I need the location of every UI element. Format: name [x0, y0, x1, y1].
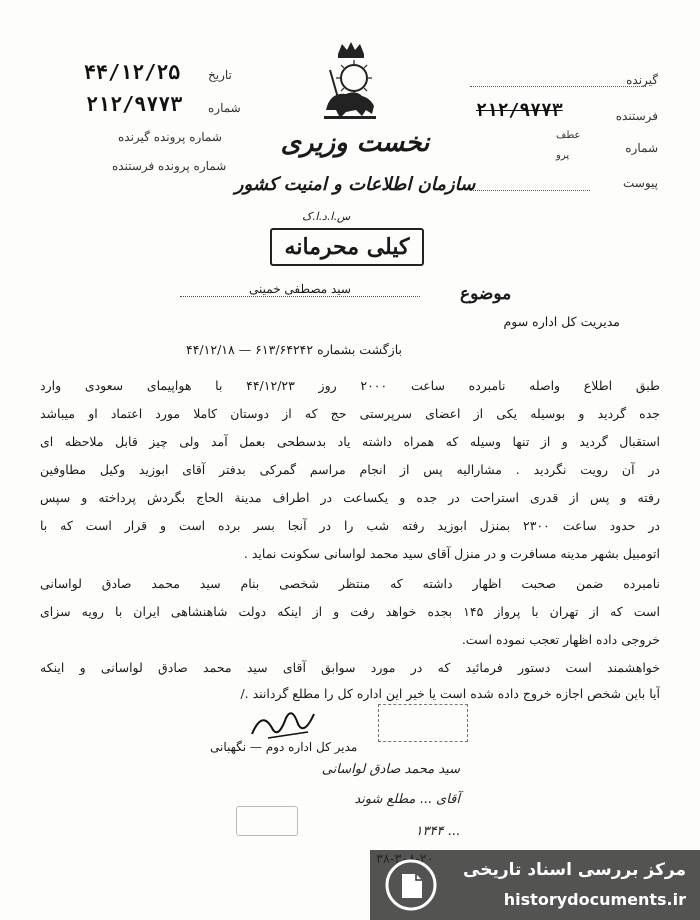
- body-line: در حدود ساعت ۲۳۰۰ بمنزل ابوزید رفته شب را در آنجا بسر برده است و قرار است که با: [40, 518, 660, 533]
- organization-title: سازمان اطلاعات و امنیت کشور: [234, 174, 476, 195]
- watermark-banner: [370, 850, 700, 920]
- watermark-url: historydocuments.ir: [503, 890, 686, 909]
- attachment-label: پیوست: [623, 176, 658, 190]
- sender-value: ۲۱۲/۹۷۷۳: [476, 100, 563, 121]
- body-line: اتومبیل بشهر مدینه مسافرت و در منزل آقای سید محمد لواسانی سکونت نماید .: [243, 546, 660, 561]
- handwritten-note: ... ۱۳۴۴: [415, 824, 460, 839]
- body-line: جده گردید و بوسیله یکی از اعضای سرپرستی حج که از دوستان کاملا مورد اعتماد او میباشد: [40, 406, 660, 421]
- archive-logo-icon: [384, 858, 438, 916]
- body-line: خروجی داده اظهار تعجب نموده است.: [461, 632, 660, 647]
- sender-file-label: شماره پرونده فرستنده: [112, 159, 227, 173]
- sender-label: فرستنده: [615, 109, 658, 123]
- lion-sun-emblem-icon: [316, 40, 386, 122]
- date-label: تاریخ: [208, 68, 232, 82]
- addressee: مدیریت کل اداره سوم: [503, 314, 620, 329]
- body-line: است که از تهران با پرواز ۱۴۵ بجده خواهد رفت و از اینکه دولت شاهنشاهی ایران با رویه سزای: [40, 604, 660, 619]
- received-stamp: [378, 704, 468, 742]
- body-line: رفته و پس از قدری استراحت در جده و یکساعت در اطراف مدینة الحاج بگردش پرداخته و سپس: [40, 490, 660, 505]
- handwritten-note: آقای ... مطلع شوند: [354, 792, 460, 807]
- classification-stamp: کیلی محرمانه: [270, 228, 424, 266]
- recipient-file-label: شماره پرونده گیرنده: [118, 130, 222, 144]
- body-line: استقبال گردید و از تنها وسیله که همراه داشته یاد بدسطحی بعمل آمد ولی چیز قابل ملاحظه ای: [40, 434, 660, 449]
- body-line: در آن رویت نگردید . مشارالیه پس از انجام مراسم گمرکی بدفتر آقای ابوزید وکیل مطاوفین: [40, 462, 660, 477]
- right-number-label: شماره: [625, 141, 658, 155]
- body-line: نامبرده ضمن صحبت اظهار داشته که منتظر شخصی بنام سید محمد صادق لواسانی: [40, 576, 660, 591]
- body-line: طبق اطلاع واصله نامبرده ساعت ۲۰۰۰ روز ۴۴/۱۲/۲۳ با هواپیمای سعودی وارد: [40, 378, 660, 393]
- recipient-label: گیرنده: [626, 73, 658, 87]
- date-value: ۴۴/۱۲/۲۵: [84, 60, 181, 84]
- reference-line: بازگشت بشماره ۶۱۳/۶۴۲۴۲ — ۴۴/۱۲/۱۸: [186, 342, 403, 357]
- watermark-title: مرکز بررسی اسناد تاریخی: [463, 860, 686, 880]
- attachment-line: [470, 190, 590, 191]
- subject-label: موضوع: [460, 284, 512, 304]
- number-label: شماره: [208, 101, 241, 115]
- body-line: آیا باین شخص اجازه خروج داده شده است یا خیر این اداره کل را مطلع گردانند ./: [240, 686, 660, 701]
- handwritten-note: سید محمد صادق لواسانی: [321, 762, 460, 777]
- signer-title: مدیر کل اداره دوم — نگهبانی: [210, 740, 358, 754]
- recipient-line: [470, 86, 646, 87]
- file-label: پرو: [556, 150, 570, 161]
- ministry-title: نخست وزیری: [280, 128, 430, 158]
- subject-name: سید مصطفی خمینی: [180, 282, 420, 297]
- body-line: خواهشمند است دستور فرمائید که در مورد سوابق آقای سید محمد صادق لواسانی و اینکه: [40, 660, 660, 675]
- ref-label: عطف: [556, 130, 581, 141]
- classification-small-text: س.ا.د.ا.ک: [302, 210, 351, 223]
- number-value: ۲۱۲/۹۷۷۳: [86, 92, 183, 116]
- faint-stamp: [236, 806, 298, 836]
